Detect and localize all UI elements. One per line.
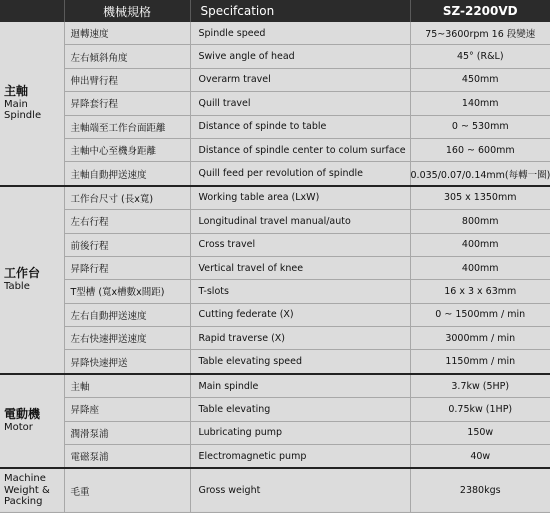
row-value: 0 ~ 530mm bbox=[410, 115, 550, 138]
row-value: 75~3600rpm 16 段變速 bbox=[410, 22, 550, 45]
row-value: 2380kgs bbox=[410, 468, 550, 512]
row-value: 40w bbox=[410, 445, 550, 469]
row-label-en: Quill feed per revolution of spindle bbox=[190, 162, 410, 186]
row-value: 140mm bbox=[410, 92, 550, 115]
table-row bbox=[0, 327, 550, 350]
table-row bbox=[0, 186, 550, 210]
row-label-en: Overarm travel bbox=[190, 68, 410, 91]
table-row bbox=[0, 138, 550, 161]
row-label-zh: 潤滑泵浦 bbox=[64, 421, 190, 444]
row-value: 3.7kw (5HP) bbox=[410, 374, 550, 398]
row-value: 400mm bbox=[410, 233, 550, 256]
row-value: 0.75kw (1HP) bbox=[410, 398, 550, 421]
group-table bbox=[0, 186, 64, 374]
table-row bbox=[0, 233, 550, 256]
group-main-spindle bbox=[0, 22, 64, 186]
row-label-zh: 左右自動押送速度 bbox=[64, 303, 190, 326]
row-label-zh: 昇降套行程 bbox=[64, 92, 190, 115]
group-weight: Machine Weight & Packing bbox=[0, 468, 64, 512]
header-spec: Specifcation bbox=[190, 0, 410, 22]
row-label-en: Distance of spindle center to colum surface bbox=[190, 138, 410, 161]
row-label-zh: 工作台尺寸 (長x寬) bbox=[64, 186, 190, 210]
row-label-zh: 昇降快速押送 bbox=[64, 350, 190, 374]
row-value: 160 ~ 600mm bbox=[410, 138, 550, 161]
row-label-en: Lubricating pump bbox=[190, 421, 410, 444]
row-label-zh: 左右行程 bbox=[64, 210, 190, 233]
header-zh: 機械規格 bbox=[64, 0, 190, 22]
row-value: 0 ~ 1500mm / min bbox=[410, 303, 550, 326]
table-row bbox=[0, 45, 550, 68]
row-label-zh: T型槽 (寬x槽數x間距) bbox=[64, 280, 190, 303]
table-row bbox=[0, 115, 550, 138]
row-label-zh: 主軸中心至機身距離 bbox=[64, 138, 190, 161]
group-label-en: Motor bbox=[4, 422, 33, 434]
row-label-en: Electromagnetic pump bbox=[190, 445, 410, 469]
row-label-zh: 昇降行程 bbox=[64, 256, 190, 279]
header-row bbox=[0, 0, 550, 22]
table-row bbox=[0, 303, 550, 326]
row-label-en: Longitudinal travel manual/auto bbox=[190, 210, 410, 233]
row-value: 1150mm / min bbox=[410, 350, 550, 374]
row-value: 3000mm / min bbox=[410, 327, 550, 350]
header-model: SZ-2200VD bbox=[410, 0, 550, 22]
row-value: 0.035/0.07/0.14mm(每轉一圈) bbox=[410, 162, 550, 186]
row-label-zh: 主軸 bbox=[64, 374, 190, 398]
table-row bbox=[0, 350, 550, 374]
row-label-en: Working table area (LxW) bbox=[190, 186, 410, 210]
row-label-zh: 左右傾斜角度 bbox=[64, 45, 190, 68]
table-row bbox=[0, 398, 550, 421]
group-label-en: Main Spindle bbox=[4, 98, 42, 122]
row-label-zh: 主軸端至工作台面距離 bbox=[64, 115, 190, 138]
row-label-zh: 伸出臂行程 bbox=[64, 68, 190, 91]
group-label-zh: 主軸 bbox=[4, 83, 29, 98]
row-label-en: Table elevating speed bbox=[190, 350, 410, 374]
group-label-zh: 電動機 bbox=[4, 407, 41, 422]
row-label-en: Cutting federate (X) bbox=[190, 303, 410, 326]
row-label-en: Swive angle of head bbox=[190, 45, 410, 68]
row-label-zh: 左右快速押送速度 bbox=[64, 327, 190, 350]
row-label-en: Gross weight bbox=[190, 468, 410, 512]
table-row bbox=[0, 68, 550, 91]
row-value: 16 x 3 x 63mm bbox=[410, 280, 550, 303]
header-blank bbox=[0, 0, 64, 22]
row-label-en: Rapid traverse (X) bbox=[190, 327, 410, 350]
row-value: 45° (R&L) bbox=[410, 45, 550, 68]
row-value: 800mm bbox=[410, 210, 550, 233]
row-label-en: Distance of spinde to table bbox=[190, 115, 410, 138]
table-row bbox=[0, 280, 550, 303]
group-label-zh: 工作台 bbox=[4, 266, 41, 281]
table-row bbox=[0, 421, 550, 444]
row-value: 305 x 1350mm bbox=[410, 186, 550, 210]
row-label-en: Cross travel bbox=[190, 233, 410, 256]
table-row bbox=[0, 210, 550, 233]
row-label-en: Main spindle bbox=[190, 374, 410, 398]
row-value: 450mm bbox=[410, 68, 550, 91]
row-label-zh: 迴轉速度 bbox=[64, 22, 190, 45]
table-row bbox=[0, 256, 550, 279]
row-label-zh: 電磁泵浦 bbox=[64, 445, 190, 469]
row-label-zh: 主軸自動押送速度 bbox=[64, 162, 190, 186]
table-row bbox=[0, 22, 550, 45]
group-label-en: Table bbox=[4, 280, 30, 292]
table-row bbox=[0, 92, 550, 115]
row-value: 400mm bbox=[410, 256, 550, 279]
table-row bbox=[0, 445, 550, 469]
row-label-en: Vertical travel of knee bbox=[190, 256, 410, 279]
row-label-zh: 昇降座 bbox=[64, 398, 190, 421]
row-label-en: Table elevating bbox=[190, 398, 410, 421]
row-label-en: T-slots bbox=[190, 280, 410, 303]
row-label-zh: 毛重 bbox=[64, 468, 190, 512]
table-row bbox=[0, 468, 550, 512]
row-label-en: Quill travel bbox=[190, 92, 410, 115]
row-label-en: Spindle speed bbox=[190, 22, 410, 45]
table-row bbox=[0, 162, 550, 186]
table-row bbox=[0, 374, 550, 398]
row-value: 150w bbox=[410, 421, 550, 444]
row-label-zh: 前後行程 bbox=[64, 233, 190, 256]
group-motor bbox=[0, 374, 64, 469]
